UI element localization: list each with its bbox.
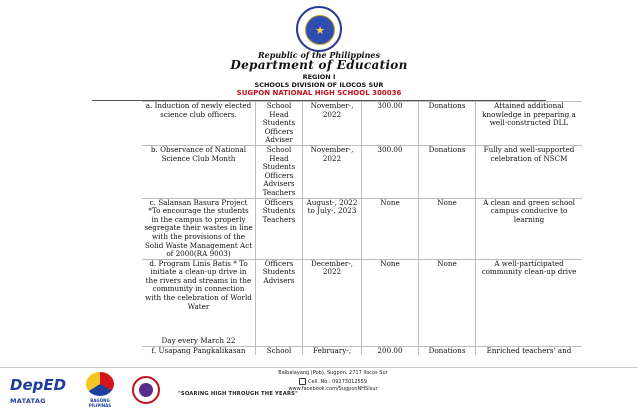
bagong-pilipinas-logo [80,372,120,408]
time-frame-cell: February-, [303,346,362,355]
budget-cell: 300.00 [362,102,419,146]
cell-number: Cell. No.: 09273012559 [307,378,368,385]
activity-text: d. Program Linis Batis * To initiate a clean-up drive in the rivers and streams in the community in connection with the celebration of World Water [145,258,252,311]
source-cell: Donations [419,346,476,355]
contact-block [268,370,398,394]
source-cell: None [419,259,476,346]
department-title: Department of Education [230,58,408,72]
table-row [142,198,582,259]
bagong-pilipinas-label: BAGONG PILIPINAS [88,398,112,408]
activity-text-extra: Day every March 22 [161,336,236,346]
activity-cell [142,259,256,346]
time-frame-cell: November-, 2022 [303,145,362,198]
deped-seal-logo: ★ [296,6,342,52]
persons-cell: School Head Students Officers Adviser [256,102,303,146]
bagong-pilipinas-icon [86,372,114,396]
table-row [142,259,582,346]
table-row [142,346,582,355]
source-cell: Donations [419,102,476,146]
budget-cell: 300.00 [362,145,419,198]
activity-cell: f. Usapang Pangkalikasan [151,345,246,355]
time-frame-cell: November-, 2022 [303,102,362,146]
outcome-cell: Fully and well-supported celebration of NSCM [476,145,583,198]
table-row [142,102,582,146]
matatag-label: MATATAG [10,397,46,405]
facebook-link[interactable]: www.facebook.com/SugponNHSIsur [288,386,378,392]
division-line: SCHOOLS DIVISION OF ILOCOS SUR [254,81,384,89]
budget-cell: None [362,259,419,346]
republic-line: Republic of the Philippines [257,50,380,60]
persons-cell: School Head Students Officers Advisers Teachers [256,145,303,198]
activity-cell: c. Salansan Basura Project *To encourage the students in the campus to properly segregate their wastes in line with the provisions of the Solid Waste Management Act of 2000(RA 9003) [144,197,253,259]
outcome-cell: Enriched teachers' and [476,346,583,355]
budget-cell: None [362,198,419,259]
time-frame-cell: August-, 2022 to July-, 2023 [303,198,362,259]
outcome-cell: A well-participated community clean-up drive [476,259,583,346]
persons-cell: Officers Students Teachers [256,198,303,259]
action-plan-table [142,101,582,355]
table-row [142,145,582,198]
deped-logo-text: DepED [10,376,67,394]
outcome-cell: A clean and green school campus conducive to learning [476,198,583,259]
page-footer [0,368,638,417]
activity-cell: a. Induction of newly elected science club officers. [145,101,252,119]
outcome-cell: Attained additional knowledge in preparing a well-constructed DLL [476,102,583,146]
address-line: Balbalayang (Pob), Sugpon, 2717 Ilocos Sur [278,370,388,376]
region-line: REGION I [302,73,336,81]
school-seal-icon [132,376,160,404]
school-motto: "SOARING HIGH THROUGH THE YEARS" [178,391,299,397]
persons-cell: School [256,346,303,355]
deped-matatag-logo [10,376,67,405]
budget-cell: 200.00 [362,346,419,355]
activity-cell: b. Observance of National Science Club Month [150,144,247,163]
source-cell: Donations [419,145,476,198]
phone-icon [299,378,306,385]
school-name: SUGPON NATIONAL HIGH SCHOOL 300036 [236,89,402,97]
time-frame-cell: December-, 2022 [303,259,362,346]
persons-cell: Officers Students Advisers [256,259,303,346]
source-cell: None [419,198,476,259]
